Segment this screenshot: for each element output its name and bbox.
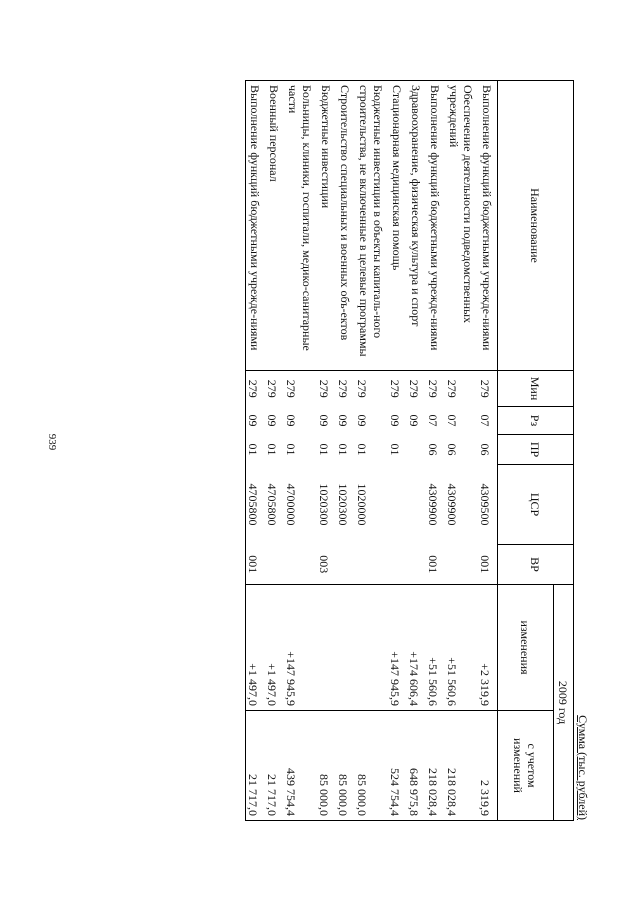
table-row	[265, 81, 284, 821]
table-row	[317, 81, 336, 821]
row-total: 439 754,4	[284, 711, 317, 821]
row-total: 218 028,4	[426, 711, 445, 821]
row-pr: 01	[355, 443, 369, 456]
row-vr	[407, 545, 426, 585]
row-vr: 001	[478, 545, 498, 585]
row-min: 279	[426, 379, 440, 398]
table-row	[445, 81, 478, 821]
row-pr: 01	[246, 435, 266, 465]
table-body	[246, 81, 498, 821]
table-row	[407, 81, 426, 821]
row-vr	[336, 545, 355, 585]
row-total: 21 717,0	[265, 711, 284, 821]
row-changes: +147 945,9	[284, 585, 317, 711]
row-csr: 4705800	[246, 465, 266, 545]
row-vr: 003	[317, 545, 336, 585]
page-number: 939	[46, 433, 58, 451]
row-name: Выполнение функций бюджетными учрежде-ниями	[246, 81, 266, 371]
table-row	[388, 81, 407, 821]
row-rz: 09	[317, 414, 331, 427]
row-rz: 09	[355, 414, 369, 427]
table-row	[426, 81, 445, 821]
row-vr	[265, 545, 284, 585]
row-total: 648 975,8	[407, 711, 426, 821]
row-name: Здравоохранение, физическая культура и спорт	[407, 81, 426, 371]
row-total: 524 754,4	[388, 711, 407, 821]
header-name: Наименование	[498, 81, 574, 371]
row-rz: 09	[265, 414, 279, 427]
row-csr: 1020300	[317, 483, 331, 526]
row-min: 279	[317, 379, 331, 398]
row-vr	[355, 545, 388, 585]
row-pr	[407, 435, 426, 465]
row-total: 218 028,4	[445, 711, 478, 821]
row-csr: 4700000	[284, 483, 298, 526]
row-pr: 01	[388, 443, 402, 456]
row-csr: 4309900	[445, 483, 459, 526]
row-changes: +174 606,4	[407, 585, 426, 711]
row-rz: 07	[478, 414, 492, 427]
header-rz: Рз	[498, 407, 574, 435]
row-total: 85 000,0	[317, 711, 336, 821]
header-with-changes: с учетом изменений	[498, 711, 554, 821]
row-name: Строительство специальных и военных объ-ектов	[336, 81, 355, 371]
row-pr: 01	[265, 443, 279, 456]
row-total: 2 319,9	[478, 711, 498, 821]
row-csr: 1020000	[355, 483, 369, 526]
row-total: 85 000,0	[355, 711, 388, 821]
header-pr: ПР	[498, 435, 574, 465]
row-pr: 01	[284, 443, 298, 456]
row-changes	[336, 585, 355, 711]
row-min: 279	[265, 379, 279, 398]
row-vr: 001	[246, 545, 266, 585]
row-csr: 4705800	[265, 483, 279, 526]
row-name: Военный персонал	[265, 81, 284, 371]
row-rz: 09	[336, 414, 350, 427]
row-rz: 09	[284, 414, 298, 427]
table-row	[478, 81, 498, 821]
row-min: 279	[407, 379, 421, 398]
row-csr: 1020300	[336, 483, 350, 526]
row-min: 279	[478, 379, 492, 398]
row-vr	[284, 545, 317, 585]
row-rz: 09	[388, 414, 402, 427]
row-changes: +1 497,0	[246, 585, 266, 711]
row-rz: 07	[445, 414, 459, 427]
header-csr: ЦСР	[498, 465, 574, 545]
row-name: Больницы, клиники, госпитали, медико-санитарные части	[284, 81, 317, 371]
table-row	[246, 81, 266, 821]
row-min: 279	[246, 371, 266, 407]
row-min: 279	[284, 379, 298, 398]
budget-table	[245, 80, 574, 821]
table-row	[336, 81, 355, 821]
row-pr: 01	[336, 443, 350, 456]
row-changes	[317, 585, 336, 711]
row-name: Выполнение функций бюджетными учрежде-ниями	[478, 81, 498, 371]
row-changes	[355, 585, 388, 711]
row-csr	[388, 465, 407, 545]
row-vr	[445, 545, 478, 585]
header-vr: ВР	[498, 545, 574, 585]
row-changes: +147 945,9	[388, 585, 407, 711]
row-vr: 001	[426, 545, 445, 585]
row-changes: +1 497,0	[265, 585, 284, 711]
units-caption: Сумма (тыс. рублей)	[576, 715, 590, 820]
row-name: Бюджетные инвестиции	[317, 81, 336, 371]
header-min: Мин	[498, 371, 574, 407]
row-changes: +51 560,6	[426, 585, 445, 711]
row-min: 279	[445, 379, 459, 398]
row-rz: 09	[407, 414, 421, 427]
row-total: 85 000,0	[336, 711, 355, 821]
row-csr: 4309900	[426, 483, 440, 526]
row-changes: +2 319,9	[478, 585, 498, 711]
row-pr: 06	[478, 443, 492, 456]
row-name: Обеспечение деятельности подведомственных учреждений	[445, 81, 478, 371]
table-row	[355, 81, 388, 821]
row-name: Стационарная медицинская помощь	[388, 81, 407, 371]
row-min: 279	[336, 379, 350, 398]
row-csr	[407, 465, 426, 545]
row-changes: +51 560,6	[445, 585, 478, 711]
row-name: Бюджетные инвестиции в объекты капиталь-ного строительства, не включенные в целевые программы	[355, 81, 388, 371]
row-csr: 4309500	[478, 483, 492, 526]
row-pr: 06	[445, 443, 459, 456]
header-changes: изменения	[498, 585, 554, 711]
row-rz: 09	[246, 407, 266, 435]
row-min: 279	[388, 379, 402, 398]
row-rz: 07	[426, 414, 440, 427]
header-year: 2009 год	[554, 585, 574, 821]
row-name: Выполнение функций бюджетными учрежде-ниями	[426, 81, 445, 371]
row-pr: 06	[426, 443, 440, 456]
row-min: 279	[355, 379, 369, 398]
table-row	[284, 81, 317, 821]
row-pr: 01	[317, 443, 331, 456]
rotated-page	[170, 80, 590, 820]
row-vr	[388, 545, 407, 585]
row-total: 21 717,0	[246, 711, 266, 821]
